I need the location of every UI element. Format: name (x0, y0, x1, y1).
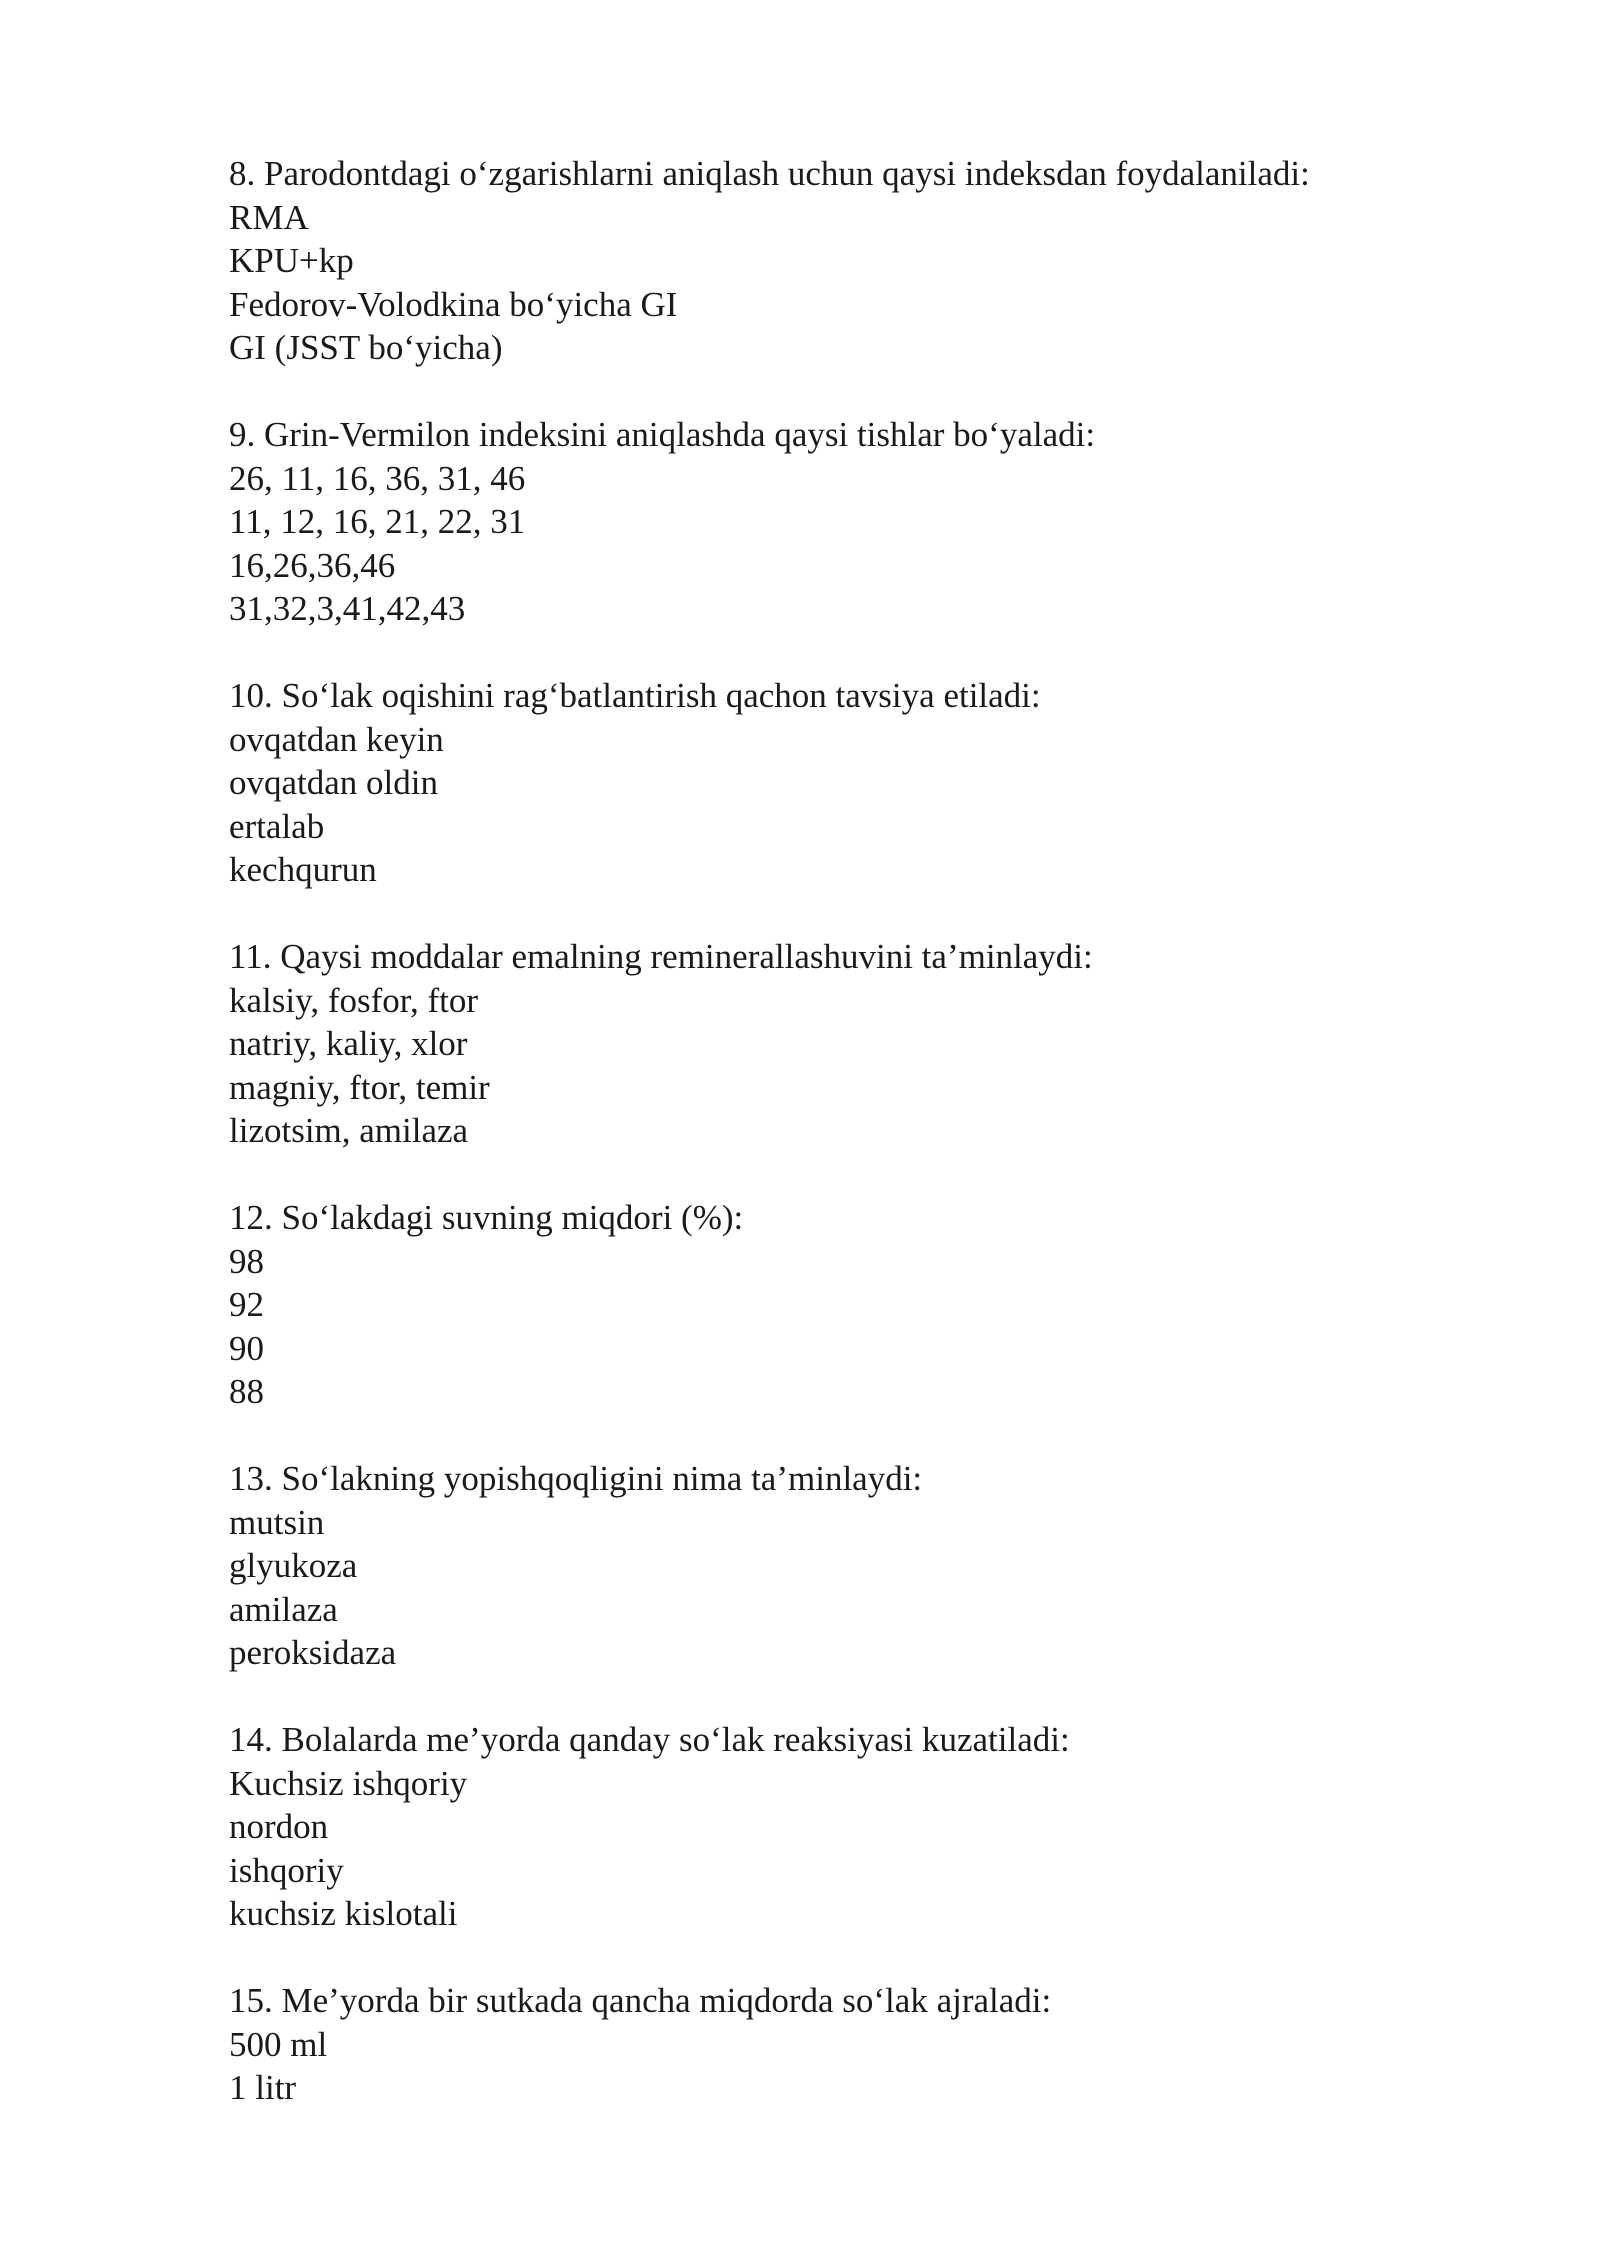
answer-option: 88 (229, 1372, 264, 1411)
answer-option: 1 litr (229, 2068, 297, 2107)
answer-option: amilaza (229, 1589, 338, 1629)
answer-option: Fedorov-Volodkina bo‘yicha GI (229, 284, 678, 324)
question-10 (229, 674, 1489, 892)
answer-option: mutsin (229, 1502, 325, 1542)
question-list (229, 152, 1489, 2153)
answer-option: nordon (229, 1807, 329, 1846)
question-text: 15. Me’yorda bir sutkada qancha miqdorda so‘lak ajraladi: (229, 1981, 1052, 2020)
answer-option: 500 ml (229, 2024, 328, 2064)
answer-option: kuchsiz kislotali (229, 1894, 458, 1933)
answer-option: natriy, kaliy, xlor (229, 1024, 468, 1063)
answer-option: glyukoza (229, 1546, 358, 1585)
answer-option: RMA (229, 197, 309, 237)
answer-option: 92 (229, 1285, 264, 1324)
question-12 (229, 1196, 1489, 1414)
answer-option: 98 (229, 1241, 264, 1281)
question-8 (229, 152, 1489, 370)
answer-option: ertalab (229, 806, 325, 846)
answer-option: Kuchsiz ishqoriy (229, 1763, 468, 1803)
question-text: 9. Grin-Vermilon indeksini aniqlashda qaysi tishlar bo‘yaladi: (229, 415, 1096, 454)
question-text: 12. So‘lakdagi suvning miqdori (%): (229, 1198, 744, 1237)
answer-option: 16,26,36,46 (229, 545, 396, 585)
answer-option: 90 (229, 1328, 264, 1368)
question-text: 10. So‘lak oqishini rag‘batlantirish qachon tavsiya etiladi: (229, 676, 1041, 715)
answer-option: magniy, ftor, temir (229, 1067, 490, 1107)
answer-option: lizotsim, amilaza (229, 1111, 469, 1150)
question-text: 8. Parodontdagi o‘zgarishlarni aniqlash uchun qaysi indeksdan foydalaniladi: (229, 154, 1310, 193)
answer-option: 11, 12, 16, 21, 22, 31 (229, 502, 526, 541)
answer-option: ovqatdan keyin (229, 719, 444, 759)
answer-option: kalsiy, fosfor, ftor (229, 980, 479, 1020)
answer-option: ishqoriy (229, 1850, 344, 1890)
answer-option: 26, 11, 16, 36, 31, 46 (229, 458, 526, 498)
answer-option: 31,32,3,41,42,43 (229, 589, 466, 628)
question-text: 14. Bolalarda me’yorda qanday so‘lak reaksiyasi kuzatiladi: (229, 1720, 1070, 1759)
answer-option: ovqatdan oldin (229, 763, 438, 802)
question-text: 13. So‘lakning yopishqoqligini nima ta’minlaydi: (229, 1459, 923, 1498)
answer-option: GI (JSST bo‘yicha) (229, 328, 503, 367)
question-15 (229, 1979, 1489, 2110)
answer-option: peroksidaza (229, 1633, 397, 1672)
answer-option: KPU+kp (229, 241, 354, 280)
question-11 (229, 935, 1489, 1153)
answer-option: kechqurun (229, 850, 377, 889)
question-9 (229, 413, 1489, 631)
question-14 (229, 1718, 1489, 1936)
question-13 (229, 1457, 1489, 1675)
question-text: 11. Qaysi moddalar emalning reminerallashuvini ta’minlaydi: (229, 937, 1093, 976)
